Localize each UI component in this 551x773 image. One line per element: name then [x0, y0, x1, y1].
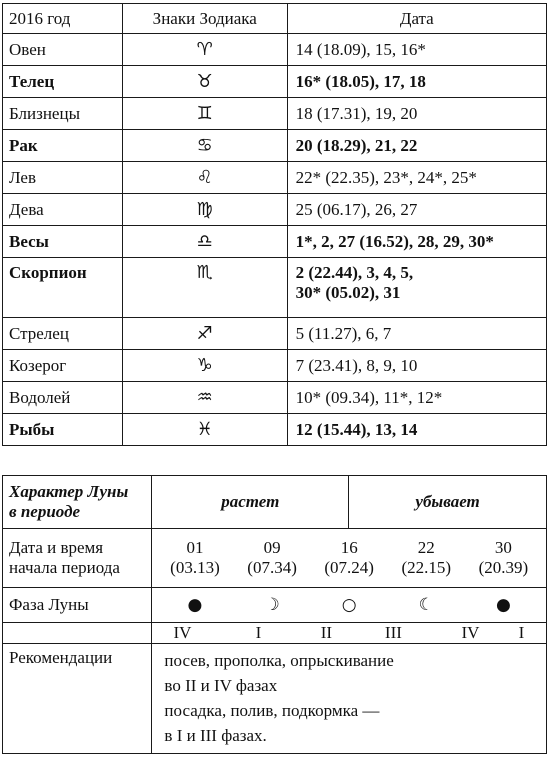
sign-dates: 10* (09.34), 11*, 12*	[287, 382, 546, 414]
sign-name: Скорпион	[3, 258, 123, 318]
sign-dates	[287, 258, 546, 318]
phase-number: II	[320, 623, 333, 642]
header-dates: Дата	[287, 4, 546, 34]
recommendation-label: Рекомендации	[3, 644, 152, 754]
period-cell	[159, 538, 231, 578]
sign-name: Рак	[3, 130, 123, 162]
period-start-row	[3, 529, 547, 588]
full-moon-icon: ○	[341, 595, 357, 615]
zodiac-row-libra	[3, 226, 547, 258]
new-moon-icon: ●	[495, 595, 511, 615]
period-cell	[236, 538, 308, 578]
sign-dates: 5 (11.27), 6, 7	[287, 318, 546, 350]
zodiac-row-virgo	[3, 194, 547, 226]
aquarius-icon: ♒︎	[122, 382, 287, 414]
zodiac-header-row	[3, 4, 547, 34]
moon-phase-icons	[152, 588, 547, 623]
recommendation-line: во II и IV фазах	[164, 676, 278, 695]
period-time: (03.13)	[170, 558, 220, 577]
period-time: (22.15)	[401, 558, 452, 577]
character-label-line-1: Характер Луны	[9, 482, 129, 501]
sign-name: Стрелец	[3, 318, 123, 350]
zodiac-row-aries	[3, 34, 547, 66]
period-cell	[313, 538, 385, 578]
sign-name: Водолей	[3, 382, 123, 414]
sign-dates: 18 (17.31), 19, 20	[287, 98, 546, 130]
last-quarter-icon: ☾	[418, 595, 434, 615]
zodiac-row-pisces	[3, 414, 547, 446]
period-time: (07.24)	[324, 558, 374, 577]
moon-phase-label: Фаза Луны	[3, 588, 152, 623]
phase-number-empty	[3, 623, 152, 644]
phase-number: I	[255, 623, 262, 642]
sign-dates: 16* (18.05), 17, 18	[287, 66, 546, 98]
gemini-icon: ♊︎	[122, 98, 287, 130]
zodiac-row-capricorn	[3, 350, 547, 382]
sign-dates: 20 (18.29), 21, 22	[287, 130, 546, 162]
phase-number: I	[518, 623, 525, 642]
sagittarius-icon: ♐︎	[122, 318, 287, 350]
aries-icon: ♈︎	[122, 34, 287, 66]
recommendation-line: посадка, полив, подкормка —	[164, 701, 380, 720]
sign-name: Телец	[3, 66, 123, 98]
phase-number: IV	[461, 623, 480, 642]
period-start-values	[152, 529, 547, 588]
sign-dates: 7 (23.41), 8, 9, 10	[287, 350, 546, 382]
recommendation-row	[3, 644, 547, 754]
period-time: (07.34)	[247, 558, 297, 577]
phase-number: IV	[173, 623, 192, 642]
phase-number-row	[3, 623, 547, 644]
recommendation-line: посев, прополка, опрыскивание	[164, 651, 394, 670]
dates-line-1: 2 (22.44), 3, 4, 5,	[295, 263, 414, 282]
sign-name: Рыбы	[3, 414, 123, 446]
taurus-icon: ♉︎	[122, 66, 287, 98]
moon-waning: убывает	[349, 476, 547, 529]
first-quarter-icon: ☽	[264, 595, 280, 615]
period-cell	[467, 538, 539, 578]
sign-name: Дева	[3, 194, 123, 226]
zodiac-table	[2, 3, 547, 446]
date-label-line-2: начала периода	[9, 558, 120, 577]
moon-growing: растет	[152, 476, 349, 529]
date-label-line-1: Дата и время	[9, 538, 104, 557]
period-day: 09	[263, 538, 281, 557]
period-day: 01	[186, 538, 204, 557]
recommendation-text	[152, 644, 547, 754]
pisces-icon: ♓︎	[122, 414, 287, 446]
sign-dates: 22* (22.35), 23*, 24*, 25*	[287, 162, 546, 194]
period-day: 22	[417, 538, 435, 557]
zodiac-row-leo	[3, 162, 547, 194]
capricorn-icon: ♑︎	[122, 350, 287, 382]
header-year: 2016 год	[3, 4, 123, 34]
phase-number: III	[384, 623, 402, 642]
sign-dates: 1*, 2, 27 (16.52), 28, 29, 30*	[287, 226, 546, 258]
period-cell	[390, 538, 462, 578]
moon-phase-table	[2, 475, 547, 754]
zodiac-row-aquarius	[3, 382, 547, 414]
recommendation-line: в I и III фазах.	[164, 726, 267, 745]
sign-name: Козерог	[3, 350, 123, 382]
zodiac-row-taurus	[3, 66, 547, 98]
sign-name: Близнецы	[3, 98, 123, 130]
sign-name: Овен	[3, 34, 123, 66]
sign-name: Весы	[3, 226, 123, 258]
header-signs: Знаки Зодиака	[122, 4, 287, 34]
cancer-icon: ♋︎	[122, 130, 287, 162]
moon-character-label	[3, 476, 152, 529]
zodiac-row-cancer	[3, 130, 547, 162]
scorpio-icon: ♏︎	[122, 258, 287, 318]
sign-dates: 12 (15.44), 13, 14	[287, 414, 546, 446]
libra-icon: ♎︎	[122, 226, 287, 258]
zodiac-row-gemini	[3, 98, 547, 130]
moon-phase-row	[3, 588, 547, 623]
sign-dates: 25 (06.17), 26, 27	[287, 194, 546, 226]
dates-line-2: 30* (05.02), 31	[295, 283, 401, 302]
zodiac-row-scorpio	[3, 258, 547, 318]
period-day: 16	[340, 538, 358, 557]
phase-numbers	[152, 623, 547, 644]
sign-dates: 14 (18.09), 15, 16*	[287, 34, 546, 66]
sign-name: Лев	[3, 162, 123, 194]
new-moon-icon: ●	[187, 595, 203, 615]
leo-icon: ♌︎	[122, 162, 287, 194]
virgo-icon: ♍︎	[122, 194, 287, 226]
period-time: (20.39)	[478, 558, 529, 577]
moon-character-row	[3, 476, 547, 529]
period-day: 30	[494, 538, 512, 557]
character-label-line-2: в периоде	[9, 502, 81, 521]
period-start-label	[3, 529, 152, 588]
zodiac-row-sagittarius	[3, 318, 547, 350]
